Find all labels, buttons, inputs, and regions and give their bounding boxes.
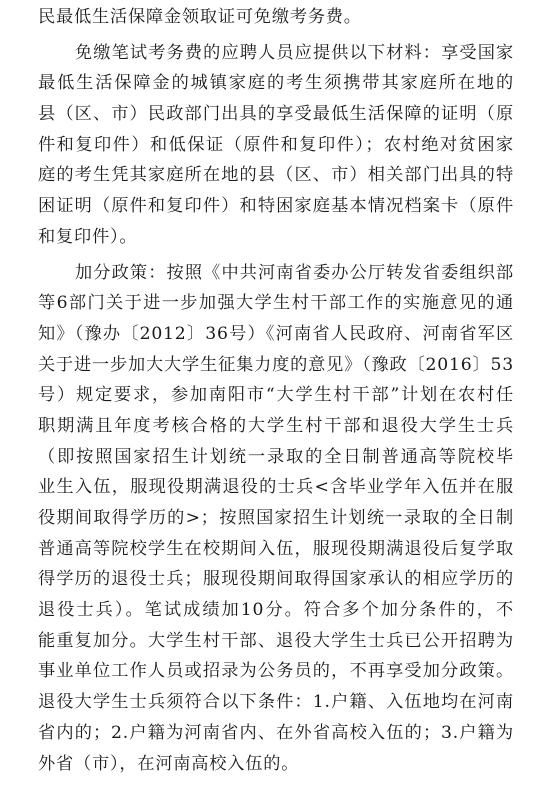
document-page [38, 2, 514, 779]
text-line: 能重复加分。大学生村干部、退役大学生士兵已公开招聘为 [38, 630, 514, 651]
text-line: 役期间取得学历的>；按照国家招生计划统一录取的全日制 [38, 508, 514, 528]
text-line: 得学历的退役士兵；服现役期间取得国家承认的相应学历的 [38, 569, 514, 590]
text-line: 业生入伍，服现役期满退役的士兵<含毕业学年入伍并在服 [38, 477, 514, 498]
text-line: 关于进一步加大大学生征集力度的意见》（豫政〔2016〕53 [38, 354, 514, 375]
text-line: 和复印件）。 [38, 226, 138, 247]
text-line: 普通高等院校学生在校期间入伍，服现役期满退役后复学取 [38, 538, 514, 559]
paragraph-bonus-policy [38, 258, 514, 780]
text-line: 退役大学生士兵须符合以下条件：1.户籍、入伍地均在河南 [38, 692, 514, 713]
text-line: 最低生活保障金的城镇家庭的考生须携带其家庭所在地的 [38, 73, 514, 94]
text-line: 省内的；2.户籍为河南省内、在外省高校入伍的；3.户籍为 [38, 722, 514, 743]
text-line: 知》（豫办〔2012〕36号）《河南省人民政府、河南省军区 [38, 323, 514, 344]
text-line: 庭的考生凭其家庭所在地的县（区、市）相关部门出具的特 [38, 165, 514, 186]
text-line: 县（区、市）民政部门出具的享受最低生活保障的证明（原 [38, 104, 514, 125]
text-line: 等6部门关于进一步加强大学生村干部工作的实施意见的通 [38, 293, 514, 314]
text-line: 加分政策：按照《中共河南省委办公厅转发省委组织部 [75, 262, 514, 283]
paragraph-fee-exemption-end [38, 2, 514, 33]
text-line: 事业单位工作人员或招录为公务员的，不再享受加分政策。 [38, 661, 514, 682]
text-line: 免缴笔试考务费的应聘人员应提供以下材料：享受国家 [75, 42, 514, 63]
text-line: （即按照国家招生计划统一录取的全日制普通高等院校毕 [38, 446, 514, 467]
text-line: 民最低生活保障金领取证可免缴考务费。 [38, 7, 362, 27]
paragraph-required-materials [38, 38, 514, 253]
text-line: 号）规定要求，参加南阳市“大学生村干部”计划在农村任 [38, 385, 514, 406]
text-line: 件和复印件）和低保证（原件和复印件）；农村绝对贫困家 [38, 134, 514, 155]
text-line: 外省（市），在河南高校入伍的。 [38, 753, 300, 774]
text-line: 退役士兵）。笔试成绩加10分。符合多个加分条件的，不 [38, 600, 514, 621]
text-line: 职期满且年度考核合格的大学生村干部和退役大学生士兵 [38, 415, 514, 436]
text-line: 困证明（原件和复印件）和特困家庭基本情况档案卡（原件 [38, 196, 514, 217]
